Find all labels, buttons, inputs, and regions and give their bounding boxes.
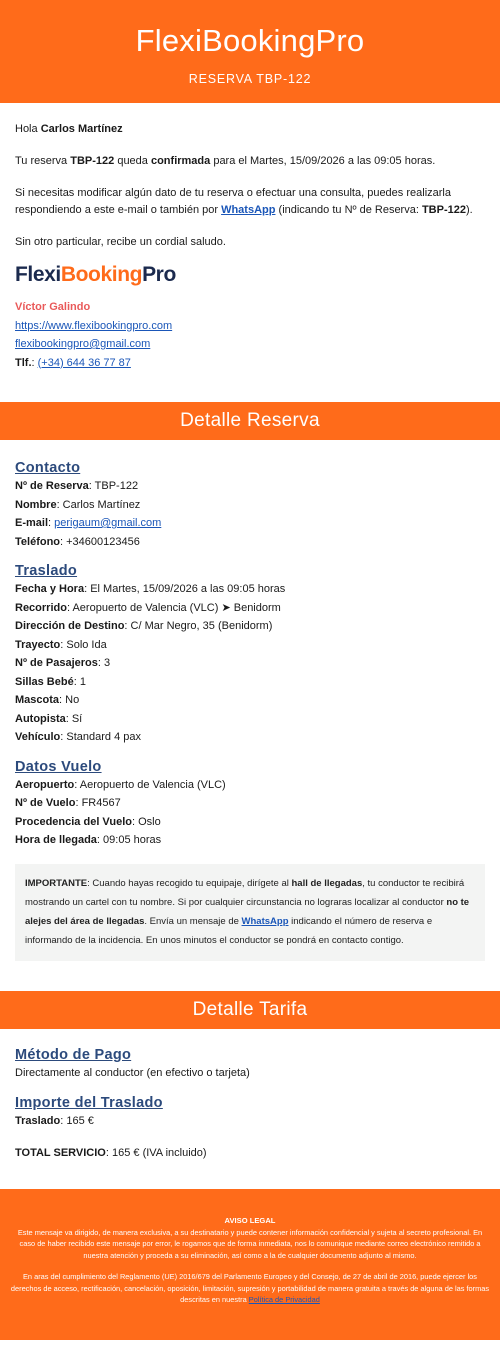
- pasajeros-row: [15, 654, 485, 673]
- logo-part-3: Pro: [142, 263, 176, 286]
- aeropuerto-value: : Aeropuerto de Valencia (VLC): [74, 778, 226, 791]
- destino-row: [15, 617, 485, 636]
- legal-footer: [0, 1189, 500, 1340]
- p1-a: Tu reserva: [15, 155, 71, 167]
- vuelo-heading: Datos Vuelo: [15, 758, 102, 775]
- email-label: E-mail: [15, 517, 49, 529]
- phone-link[interactable]: (+34) 644 36 77 87: [37, 356, 131, 369]
- legal-title: AVISO LEGAL: [224, 1216, 276, 1225]
- reservation-subtitle: RESERVA TBP-122: [188, 72, 312, 86]
- autopista-row: [15, 710, 485, 729]
- note-t3: . Envía un mensaje de: [144, 915, 242, 927]
- signature-name: Víctor Galindo: [15, 301, 91, 313]
- reservation-code-2: TBP-122: [421, 204, 466, 216]
- mascota-value: : No: [59, 694, 80, 706]
- vuelo-section: [0, 747, 500, 850]
- email-sep: :: [48, 517, 55, 529]
- reservation-code: TBP-122: [70, 155, 115, 167]
- total-row: [15, 1144, 485, 1163]
- signature: [15, 298, 485, 372]
- brand-title: FlexiBookingPro: [135, 23, 365, 58]
- telefono-label: Teléfono: [15, 535, 61, 548]
- note-t4: indicando el número de reserva e informando de la incidencia. En unos minutos el conductor se pondrá en contacto contigo.: [25, 915, 433, 946]
- email-link[interactable]: flexibookingpro@gmail.com: [15, 338, 151, 350]
- total-label: TOTAL SERVICIO: [15, 1146, 106, 1159]
- reserva-label: Nº de Reserva: [15, 480, 89, 492]
- telefono-value: : +34600123456: [60, 535, 140, 548]
- metodo-pago-value: Directamente al conductor (en efectivo o tarjeta): [15, 1066, 250, 1079]
- privacy-policy-link[interactable]: Política de Privacidad: [248, 1295, 320, 1304]
- legal-p2: [10, 1271, 490, 1306]
- trayecto-row: [15, 636, 485, 655]
- traslado-price-value: : 165 €: [60, 1115, 94, 1127]
- metodo-pago-heading: Método de Pago: [15, 1046, 132, 1063]
- procedencia-label: Procedencia del Vuelo: [15, 815, 132, 828]
- p2-c: ).: [465, 204, 473, 216]
- legal-p1: Este mensaje va dirigido, de manera exclusiva, a su destinatario y puede contener información confidencial y sujeta al secreto profesional. En caso de haber recibido este mensaje por error, le rogamos que de forma inmediata, nos lo comunique mediante correo electrónico remitido a nuestra atención y proceda a su eliminación, así como a la de cualquier documento adjunto al mismo.: [17, 1227, 483, 1260]
- autopista-value: : Sí: [65, 712, 83, 725]
- phone-label: Tlf.: [15, 356, 32, 369]
- procedencia-value: : Oslo: [131, 815, 161, 828]
- tarifa-section: [0, 1029, 500, 1163]
- legal-p2-text: En aras del cumplimiento del Reglamento (UE) 2016/679 del Parlamento Europeo y del Consejo, de 27 de abril de 2016, puede ejercer los derechos de acceso, rectificación, cancelación, oposición, limitación, supresión y portabilidad de manera gratuita a través de alguna de las formas descritas en nuestra: [10, 1272, 490, 1304]
- mascota-row: [15, 691, 485, 710]
- reserva-row: [15, 477, 485, 496]
- greeting-prefix: Hola: [15, 123, 41, 135]
- sillas-label: Sillas Bebé: [15, 675, 74, 688]
- traslado-section: [0, 551, 500, 747]
- note-label: IMPORTANTE: [25, 877, 88, 889]
- p2-a: Si necesitas modificar algún dato de tu reserva o efectuar una consulta, puedes realizarla respondiendo a este e-mail o también por: [15, 187, 451, 216]
- detalle-tarifa-band: Detalle Tarifa: [0, 991, 500, 1029]
- intro-section: [0, 103, 500, 372]
- aeropuerto-label: Aeropuerto: [15, 778, 75, 791]
- contacto-section: [0, 440, 500, 551]
- trayecto-label: Trayecto: [15, 638, 61, 651]
- fecha-row: [15, 580, 485, 599]
- traslado-price-label: Traslado: [15, 1115, 61, 1127]
- telefono-row: [15, 533, 485, 552]
- hora-llegada-label: Hora de llegada: [15, 834, 97, 846]
- note-whatsapp-link[interactable]: WhatsApp: [241, 915, 289, 927]
- pasajeros-value: : 3: [97, 657, 111, 669]
- hora-llegada-row: [15, 831, 485, 850]
- confirmation-text: [15, 153, 485, 170]
- destino-value: : C/ Mar Negro, 35 (Benidorm): [124, 620, 273, 632]
- nombre-label: Nombre: [15, 498, 57, 511]
- contacto-heading: Contacto: [15, 460, 81, 476]
- importe-heading: Importe del Traslado: [15, 1095, 163, 1111]
- reserva-value: : TBP-122: [88, 480, 139, 492]
- contact-text: [15, 185, 485, 219]
- nombre-row: [15, 496, 485, 515]
- fecha-value: : El Martes, 15/09/2026 a las 09:05 horas: [84, 583, 286, 595]
- traslado-price-row: [15, 1112, 485, 1131]
- detalle-reserva-band: Detalle Reserva: [0, 402, 500, 440]
- note-b2: no te alejes del área de llegadas: [25, 896, 470, 927]
- numero-vuelo-row: [15, 794, 485, 813]
- customer-email-link[interactable]: perigaum@gmail.com: [54, 517, 162, 529]
- reservation-status: confirmada: [150, 155, 211, 167]
- numero-vuelo-label: Nº de Vuelo: [15, 797, 76, 809]
- procedencia-row: [15, 813, 485, 832]
- company-logo: [15, 262, 485, 288]
- phone-sep: :: [31, 356, 38, 369]
- trayecto-value: : Solo Ida: [60, 638, 107, 651]
- sillas-value: : 1: [73, 675, 86, 688]
- autopista-label: Autopista: [15, 712, 66, 725]
- important-note: [15, 864, 485, 961]
- logo-part-2: Booking: [60, 263, 143, 286]
- recorrido-value: : Aeropuerto de Valencia (VLC) ➤ Benidorm: [66, 601, 281, 614]
- email-header: [0, 0, 500, 103]
- vehiculo-row: [15, 728, 485, 747]
- phone-line: [15, 354, 485, 373]
- sillas-row: [15, 673, 485, 692]
- note-t1: : Cuando hayas recogido tu equipaje, dirígete al: [87, 877, 292, 889]
- whatsapp-link[interactable]: WhatsApp: [221, 204, 276, 216]
- farewell-text: Sin otro particular, recibe un cordial saludo.: [15, 236, 226, 248]
- customer-name: Carlos Martínez: [40, 123, 123, 135]
- aeropuerto-row: [15, 776, 485, 795]
- destino-label: Dirección de Destino: [15, 620, 125, 632]
- recorrido-row: [15, 599, 485, 618]
- note-t2: , tu conductor te recibirá mostrando un cartel con tu nombre. Si por cualquier circunstancia no lograras localizar al conductor: [25, 877, 465, 908]
- traslado-heading: Traslado: [15, 563, 78, 579]
- greeting: [15, 121, 485, 138]
- p2-b: (indicando tu Nº de Reserva:: [275, 204, 422, 216]
- email-row: [15, 514, 485, 533]
- website-link[interactable]: https://www.flexibookingpro.com: [15, 319, 173, 332]
- fecha-label: Fecha y Hora: [15, 583, 85, 595]
- hora-llegada-value: : 09:05 horas: [96, 834, 162, 846]
- p1-b: queda: [114, 155, 151, 167]
- recorrido-label: Recorrido: [15, 601, 67, 614]
- total-value: : 165 € (IVA incluido): [105, 1146, 207, 1159]
- vehiculo-value: : Standard 4 pax: [60, 731, 141, 743]
- nombre-value: : Carlos Martínez: [56, 498, 141, 511]
- p1-c: para el Martes, 15/09/2026 a las 09:05 horas.: [210, 155, 436, 167]
- logo-part-1: Flexi: [15, 263, 61, 286]
- mascota-label: Mascota: [15, 694, 60, 706]
- pasajeros-label: Nº de Pasajeros: [15, 657, 98, 669]
- vehiculo-label: Vehículo: [15, 731, 61, 743]
- numero-vuelo-value: : FR4567: [75, 797, 121, 809]
- note-b1: hall de llegadas: [291, 877, 363, 889]
